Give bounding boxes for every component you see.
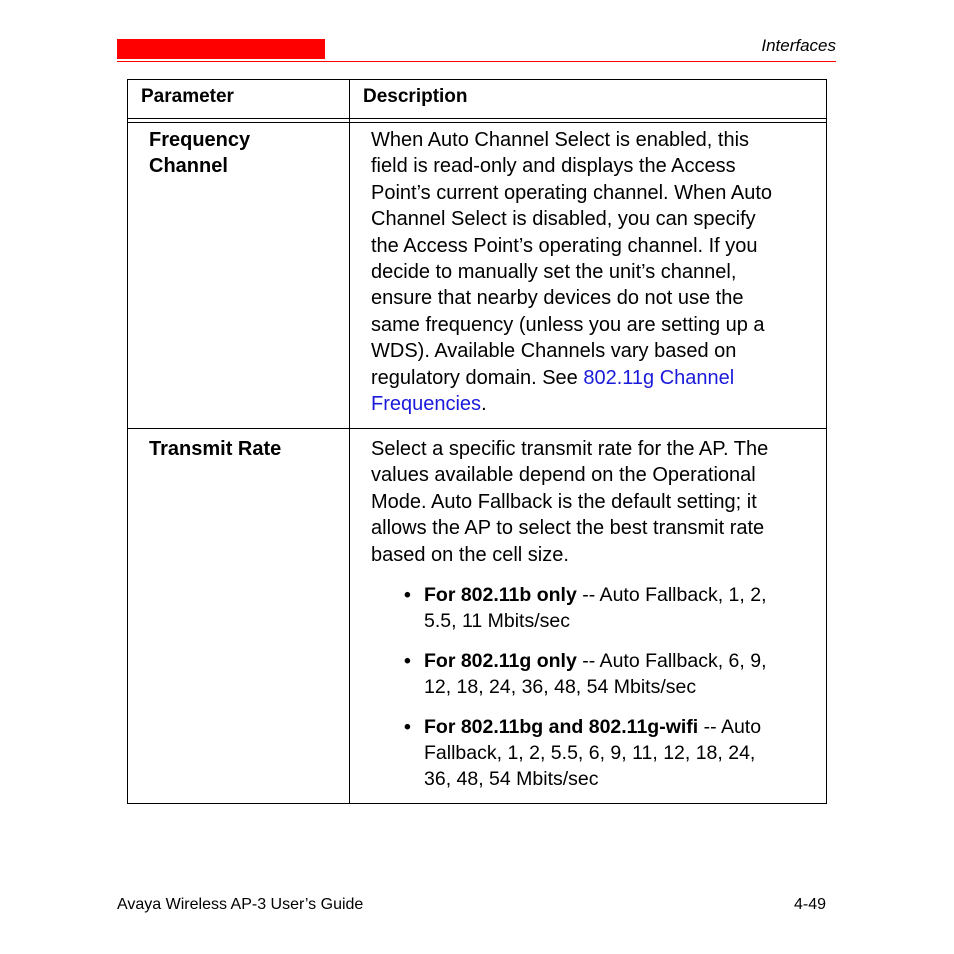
desc-line: allows the AP to select the best transmit rate [371, 517, 765, 540]
param-line: Frequency [149, 129, 251, 151]
header-divider-2 [128, 122, 826, 123]
param-line: Channel [149, 155, 228, 178]
desc-transmit-rate [371, 436, 816, 568]
column-divider [349, 80, 350, 803]
bullet-item [404, 582, 814, 634]
bullet-dot: • [404, 650, 411, 672]
desc-text: regulatory domain. See [371, 366, 584, 389]
bullet-item [404, 714, 814, 792]
column-header-description: Description [363, 86, 468, 107]
desc-line: Select a specific transmit rate for the AP. The [371, 438, 769, 460]
bullet-text: -- Auto Fallback, 1, 2, [576, 584, 767, 606]
footer-title: Avaya Wireless AP-3 User’s Guide [117, 896, 364, 913]
desc-frequency-channel [371, 127, 816, 417]
desc-line: values available depend on the Operational [371, 464, 756, 487]
column-header-parameter: Parameter [141, 86, 234, 107]
desc-text: . [481, 393, 487, 416]
header-rule [117, 61, 836, 62]
bullet-text-cont: 36, 48, 54 Mbits/sec [424, 768, 599, 790]
desc-line [371, 365, 816, 391]
bullet-text-cont: 12, 18, 24, 36, 48, 54 Mbits/sec [424, 676, 697, 698]
bullet-text-cont: 5.5, 11 Mbits/sec [424, 610, 570, 632]
bullet-dot: • [404, 584, 411, 606]
bullet-bold: For 802.11bg and 802.11g-wifi [424, 716, 699, 738]
parameter-table [127, 79, 827, 804]
bullet-text: -- Auto Fallback, 6, 9, [576, 650, 767, 672]
channel-frequencies-link[interactable]: 802.11g Channel [583, 366, 735, 389]
channel-frequencies-link-cont[interactable]: Frequencies [371, 393, 482, 416]
bullet-text-cont: Fallback, 1, 2, 5.5, 6, 9, 11, 12, 18, 24, [424, 742, 756, 764]
bullet-text: -- Auto [698, 716, 762, 738]
bullet-item [404, 648, 814, 700]
section-title: Interfaces [761, 36, 836, 55]
desc-line: When Auto Channel Select is enabled, this [371, 129, 750, 151]
header-accent-bar [117, 39, 325, 59]
param-transmit-rate: Transmit Rate [149, 438, 282, 460]
bullet-dot: • [404, 716, 411, 738]
desc-line: WDS). Available Channels vary based on [371, 340, 737, 363]
desc-line: Point’s current operating channel. When Auto [371, 181, 772, 204]
header-divider-1 [128, 118, 826, 119]
desc-line: Mode. Auto Fallback is the default setting; it [371, 490, 757, 513]
desc-line: field is read-only and displays the Access [371, 155, 736, 178]
param-frequency-channel [149, 127, 250, 180]
row-divider [128, 428, 826, 429]
desc-line [371, 391, 816, 417]
desc-line: based on the cell size. [371, 543, 569, 566]
page-number: 4-49 [793, 896, 826, 913]
desc-line: ensure that nearby devices do not use the [371, 287, 744, 310]
desc-line: the Access Point’s operating channel. If you [371, 234, 758, 257]
bullet-bold: For 802.11g only [424, 650, 577, 672]
desc-line: Channel Select is disabled, you can specify [371, 208, 756, 231]
desc-line: decide to manually set the unit’s channel, [371, 261, 737, 284]
desc-line: same frequency (unless you are setting up a [371, 313, 765, 336]
bullet-bold: For 802.11b only [424, 584, 577, 606]
